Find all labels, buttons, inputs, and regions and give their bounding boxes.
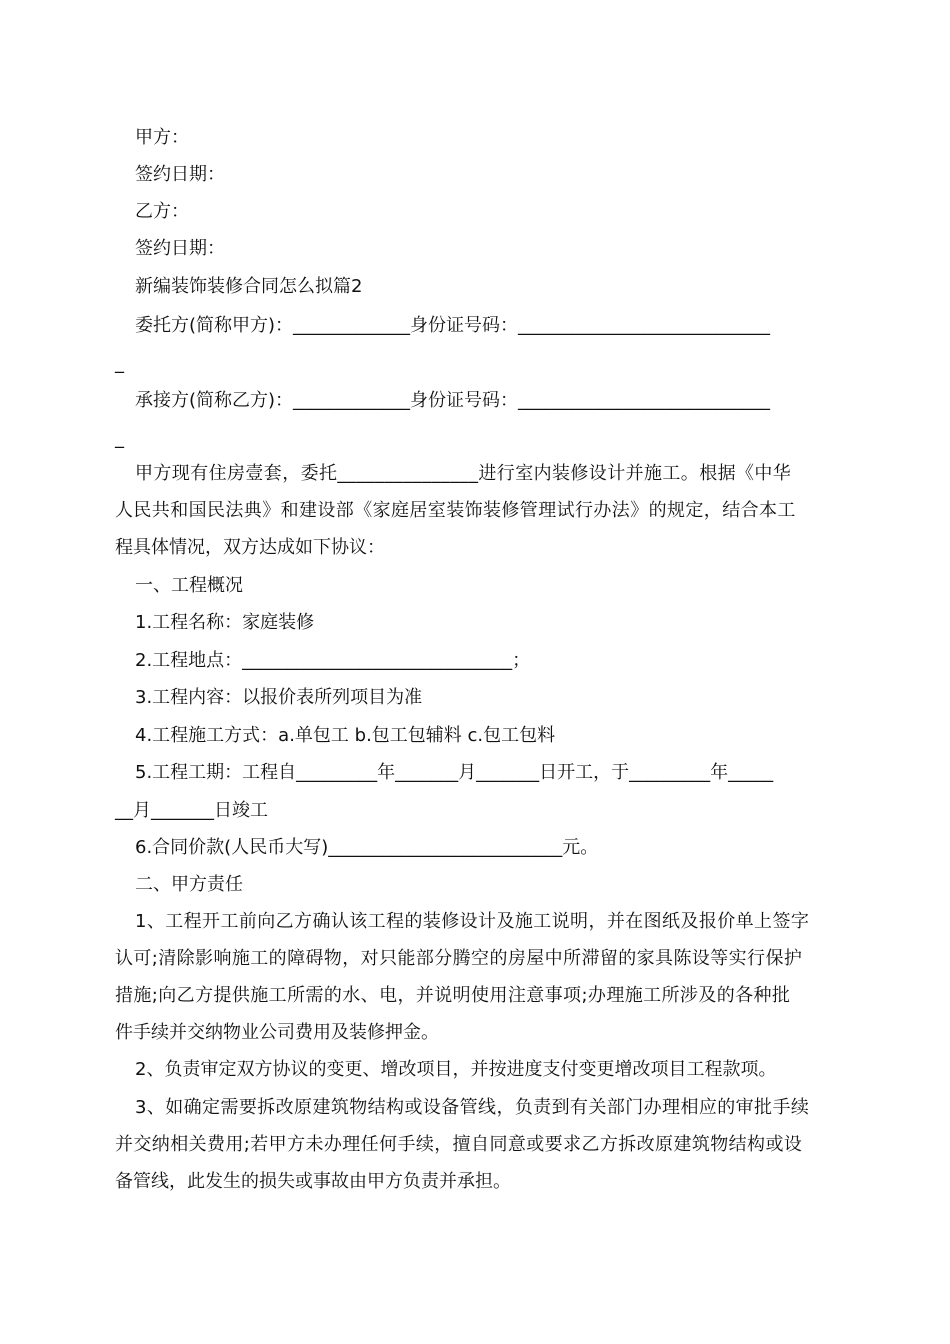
intro-paragraph-line-3: 程具体情况，双方达成如下协议： xyxy=(115,537,385,558)
section-title: 新编装饰装修合同怎么拟篇2 xyxy=(135,276,363,297)
item-project-name: 1.工程名称：家庭装修 xyxy=(135,612,315,633)
duty-1-line-2: 认可;清除影响施工的障碍物，对只能部分腾空的房屋中所滞留的家具陈设等实行保护 xyxy=(115,948,803,969)
party-b-label: 乙方： xyxy=(135,201,189,222)
intro-paragraph-line-1: 甲方现有住房壹套，委托_______________进行室内装修设计并施工。根据《中华 xyxy=(135,463,792,484)
item-contract-price: 6.合同价款(人民币大写)__________________________元。 xyxy=(135,837,599,858)
intro-paragraph-line-2: 人民共和国民法典》和建设部《家庭居室装饰装修管理试行办法》的规定，结合本工 xyxy=(115,500,796,521)
heading-project-overview: 一、工程概况 xyxy=(135,575,243,596)
party-a-date-label: 签约日期： xyxy=(135,164,225,185)
duty-1-line-3: 措施;向乙方提供施工所需的水、电，并说明使用注意事项;办理施工所涉及的各种批 xyxy=(115,985,791,1006)
item-project-location: 2.工程地点：______________________________； xyxy=(135,650,531,671)
item-construction-method: 4.工程施工方式：a.单包工 b.包工包辅料 c.包工包料 xyxy=(135,725,556,746)
item-schedule-wrap: __月_______日竣工 xyxy=(115,800,268,821)
item-project-content: 3.工程内容：以报价表所列项目为准 xyxy=(135,687,423,708)
duty-1-line-4: 件手续并交纳物业公司费用及装修押金。 xyxy=(115,1022,439,1043)
duty-1-line-1: 1、工程开工前向乙方确认该工程的装修设计及施工说明，并在图纸及报价单上签字 xyxy=(135,911,810,932)
duty-3-line-3: 备管线，此发生的损失或事故由甲方负责并承担。 xyxy=(115,1171,511,1192)
heading-party-a-duties: 二、甲方责任 xyxy=(135,874,243,895)
client-line: 委托方(简称甲方)：_____________身份证号码：____________________________ xyxy=(135,315,771,336)
duty-3-line-2: 并交纳相关费用;若甲方未办理任何手续，擅自同意或要求乙方拆改原建筑物结构或设 xyxy=(115,1134,803,1155)
party-b-date-label: 签约日期： xyxy=(135,238,225,259)
client-line-wrap: _ xyxy=(115,353,124,374)
duty-2: 2、负责审定双方协议的变更、增改项目，并按进度支付变更增改项目工程款项。 xyxy=(135,1059,777,1080)
duty-3-line-1: 3、如确定需要拆改原建筑物结构或设备管线，负责到有关部门办理相应的审批手续 xyxy=(135,1097,810,1118)
contractor-line: 承接方(简称乙方)：_____________身份证号码：____________________________ xyxy=(135,390,771,411)
party-a-label: 甲方： xyxy=(135,127,189,148)
contractor-line-wrap: _ xyxy=(115,428,124,449)
item-schedule: 5.工程工期：工程自_________年_______月_______日开工，于_________年_____ xyxy=(135,762,774,783)
